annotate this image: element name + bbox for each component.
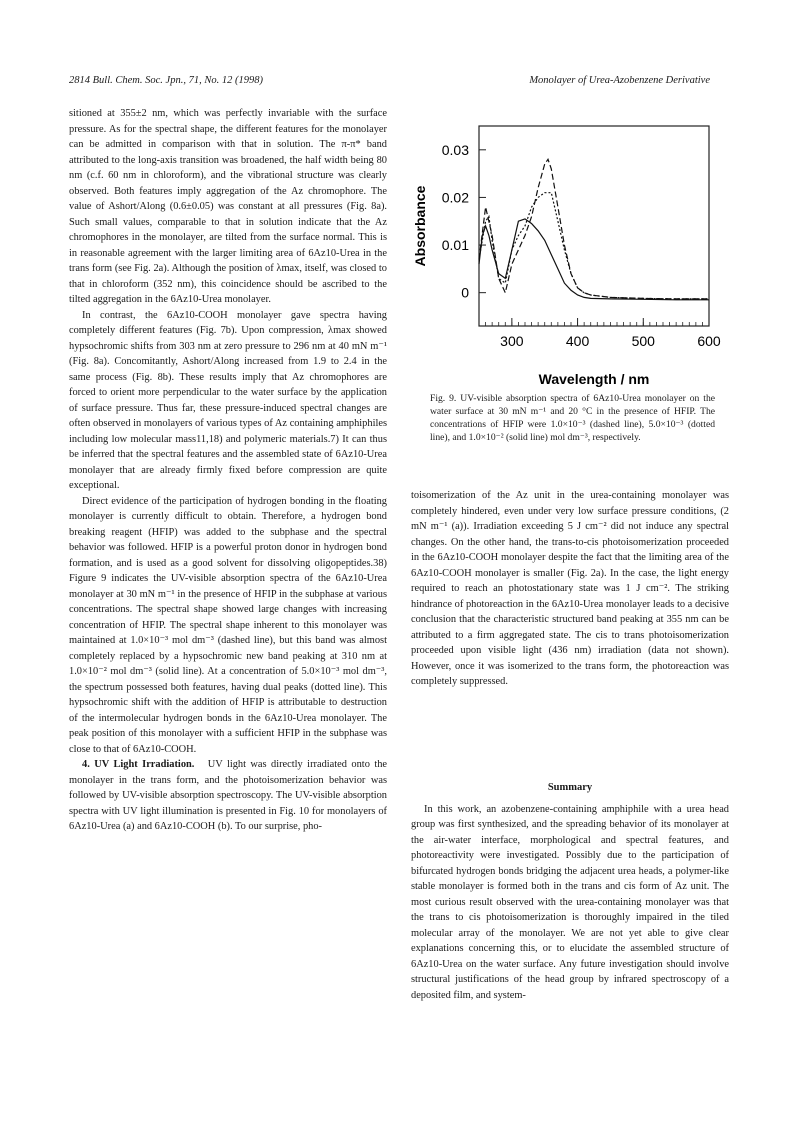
paragraph-6az10-cooh: In contrast, the 6Az10-COOH monolayer gave spectra having completely different features (Fig. 7b). Upon compression, λmax showed hypsochromic shifts from 303 nm at zero pressure to 296 nm at 40 mN m⁻¹ (Fig. 8a). Concomitantly, Ashort/Along increased from 1.9 to 2.4 in the same process (Fig. 8b). These results imply that Az chromophores are forced to orient more perpendicular to the water surface by the application of surface pressure. Thus far, these pressure-induced spectral changes are often observed in monolayers of various types of Az containing amphiphiles including low molecular mass11,18) and polymeric materials.7) It can thus be inferred that the spectral features and the assembled state of 6Az10-Urea monolayer that are already firmly fixed before compression are quite exceptional. (69, 309, 387, 491)
paragraph-uv-irradiation (69, 757, 387, 835)
section-heading-uv: 4. UV Light Irradiation. (82, 759, 195, 770)
left-column (69, 106, 387, 835)
paragraph-continuation: sitioned at 355±2 nm, which was perfectly invariable with the surface pressure. As for the spectral shape, the different features for the monolayer can be admitted in comparison with that in solution. The π-π* band attributed to the long-axis transition was broadened, the half width being 80 nm (c.f. 60 nm in chloroform), and the vibrational structure was clearly observed. Both features imply aggregation of the Az chromophore. The value of Ashort/Along (0.6±0.05) was constant at all pressures (Fig. 8a). Such small values, comparable to that in solution indicate that the Az chromophores in the monolayer, are tilted from the surface normal. This is in reasonable agreement with the larger limiting area of 6Az10-Urea in the trans form (see Fig. 2a). Although the position of λmax, itself, was closed to that in chloroform (352 nm), this coincidence should be ascribed to the tilted aggregation in the 6Az10-Urea monolayer. (69, 108, 387, 305)
series-line-dashed (479, 159, 709, 299)
y-tick-label: 0.03 (441, 141, 469, 158)
right-column-lower (411, 774, 729, 1003)
x-tick-label: 400 (565, 333, 590, 349)
chart-series (479, 159, 709, 299)
y-axis-label: Absorbance (412, 185, 428, 267)
figure-caption: Fig. 9. UV-visible absorption spectra of 6Az10-Urea monolayer on the water surface at 30 mN m⁻¹ and 20 °C in the presence of HFIP. The concentrations of HFIP were 1.0×10⁻³ (dashed line), 5.0×10⁻³ (dotted line), and 1.0×10⁻² (solid line) mol dm⁻³, respectively. (430, 393, 715, 443)
y-tick-label: 0.01 (441, 237, 469, 254)
x-axis-label: Wavelength / nm (538, 371, 650, 387)
x-tick-label: 500 (631, 333, 655, 349)
y-tick-label: 0.02 (441, 189, 469, 206)
paragraph-uv-body: UV light was directly irradiated onto the monolayer in the trans form, and the photoisomerization behavior was followed by UV-visible absorption spectroscopy. The UV-visible absorption spectra with UV light illumination is presented in Fig. 10 for monolayers of 6Az10-Urea (a) and 6Az10-COOH (b). To our surprise, pho- (69, 759, 388, 832)
x-tick-label: 600 (697, 333, 721, 349)
right-column-upper (411, 488, 729, 690)
paragraph-summary: In this work, an azobenzene-containing amphiphile with a urea head group was first synthesized, and the spreading behavior of its monolayer at the air-water interface, morphological and spectral features, and photoreactivity were investigated. Possibly due to the participation of bifurcated hydrogen bonds bridging the adjacent urea heads, a polymer-like stable monolayer is formed both in the trans and cis form of Az unit. The most curious result observed with the urea-containing monolayer was that the trans to cis photoisomerization is thoroughly impaired in the tiled molecular array of the monolayer. We are not yet able to give clear explanations concerning this, or to elucidate the assembled structure of 6Az10-Urea on the water surface. Any future investigation should involve structural justifications of the head group by infrared spectroscopy of a deposited film, and system- (411, 803, 729, 1001)
running-header-left: 2814 Bull. Chem. Soc. Jpn., 71, No. 12 (1998) (69, 75, 263, 86)
y-tick-label: 0 (461, 284, 469, 301)
running-header-right: Monolayer of Urea-Azobenzene Derivative (529, 75, 710, 86)
paragraph-hfip: Direct evidence of the participation of hydrogen bonding in the floating monolayer is currently difficult to obtain. Therefore, a hydrogen bond breaking reagent (HFIP) was added to the subphase and the spectral behavior was followed. HFIP is a powerful proton donor in hydrogen bond formation, and is used as a good solvent for dissolving oligopeptides.38) Figure 9 indicates the UV-visible absorption spectra of the 6Az10-Urea monolayer at 30 mN m⁻¹ in the presence of HFIP in the subphase at various concentrations. The spectral shape showed large changes with increasing concentration of HFIP. The spectral shape inherent to this monolayer was maintained at 1.0×10⁻³ mol dm⁻³ (dashed line), but this band was almost completely replaced by a hypsochromic new band peaking at 310 nm at 1.0×10⁻² mol dm⁻³ (solid line). At a concentration of 5.0×10⁻³ mol dm⁻³, the spectrum possessed both features, having dual peaks (dotted line). This hypsochromic shift with the addition of HFIP is attributable to destruction of the intermolecular hydrogen bonds in the 6Az10-Urea monolayer. The peak position of this monolayer with a sufficient HFIP in the subphase was close to that of 6Az10-COOH. (69, 495, 387, 755)
series-line-dotted (479, 193, 709, 299)
x-tick-label: 300 (500, 333, 524, 349)
chart-axes (442, 126, 721, 349)
summary-heading: Summary (547, 782, 593, 793)
paragraph-photoisomerization: toisomerization of the Az unit in the urea-containing monolayer was completely hindered, even under very low surface pressure conditions, (2 mN m⁻¹ (a)). Irradiation exceeding 5 J cm⁻² did not induce any spectral changes. On the other hand, the trans-to-cis photoisomerization proceeded in the 6Az10-COOH monolayer despite the fact that the limiting area of the 6Az10-COOH monolayer is smaller (Fig. 2a). In the case, the light energy required to reach an photostationary state was 1 J cm⁻². The striking hindrance of photoreaction in the 6Az10-Urea monolayer leads to a decisive conclusion that the characteristic structured band peaking at 355 nm can be attributed to a firm aggregated state. The cis to trans photoisomerization proceeded upon visible light (436 nm) irradiation (data not shown). However, once it was isomerized to the trans form, the photoreaction was completely suppressed. (411, 490, 729, 687)
figure-9-chart (411, 120, 731, 390)
